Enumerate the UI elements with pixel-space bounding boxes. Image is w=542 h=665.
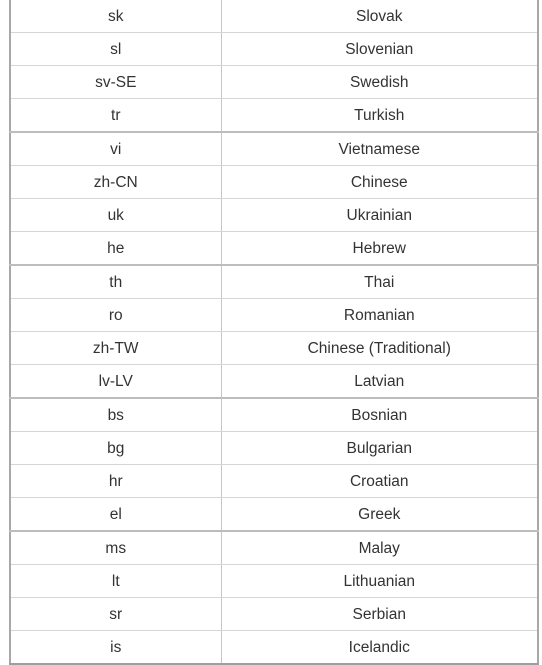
language-name-cell: Serbian	[221, 598, 538, 631]
language-name-cell: Turkish	[221, 99, 538, 133]
language-code-cell: ro	[10, 299, 221, 332]
language-name-cell: Greek	[221, 498, 538, 532]
language-name-cell: Vietnamese	[221, 132, 538, 166]
language-table-body	[10, 0, 538, 664]
language-code-cell: sl	[10, 33, 221, 66]
language-code-cell: el	[10, 498, 221, 532]
language-code-cell: uk	[10, 199, 221, 232]
table-row	[10, 265, 538, 299]
language-code-cell: hr	[10, 465, 221, 498]
language-name-cell: Latvian	[221, 365, 538, 399]
language-code-cell: tr	[10, 99, 221, 133]
language-code-cell: sr	[10, 598, 221, 631]
table-row	[10, 465, 538, 498]
language-code-cell: is	[10, 631, 221, 665]
language-code-cell: zh-CN	[10, 166, 221, 199]
table-row	[10, 565, 538, 598]
table-row	[10, 332, 538, 365]
language-code-cell: bg	[10, 432, 221, 465]
language-code-cell: ms	[10, 531, 221, 565]
language-name-cell: Chinese	[221, 166, 538, 199]
language-name-cell: Malay	[221, 531, 538, 565]
table-row	[10, 232, 538, 266]
table-row	[10, 598, 538, 631]
table-row	[10, 531, 538, 565]
language-name-cell: Slovak	[221, 0, 538, 33]
table-row	[10, 132, 538, 166]
language-name-cell: Swedish	[221, 66, 538, 99]
table-row	[10, 199, 538, 232]
language-name-cell: Thai	[221, 265, 538, 299]
language-code-cell: lt	[10, 565, 221, 598]
language-code-cell: th	[10, 265, 221, 299]
language-name-cell: Romanian	[221, 299, 538, 332]
language-code-cell: he	[10, 232, 221, 266]
language-table-container	[9, 0, 537, 665]
table-row	[10, 398, 538, 432]
language-name-cell: Hebrew	[221, 232, 538, 266]
language-code-cell: lv-LV	[10, 365, 221, 399]
table-row	[10, 166, 538, 199]
language-table	[9, 0, 539, 665]
language-name-cell: Croatian	[221, 465, 538, 498]
language-code-cell: sk	[10, 0, 221, 33]
table-row	[10, 0, 538, 33]
language-name-cell: Bosnian	[221, 398, 538, 432]
language-code-cell: vi	[10, 132, 221, 166]
language-name-cell: Chinese (Traditional)	[221, 332, 538, 365]
language-name-cell: Bulgarian	[221, 432, 538, 465]
language-code-cell: sv-SE	[10, 66, 221, 99]
table-row	[10, 99, 538, 133]
table-row	[10, 33, 538, 66]
language-name-cell: Ukrainian	[221, 199, 538, 232]
table-row	[10, 432, 538, 465]
language-name-cell: Lithuanian	[221, 565, 538, 598]
language-code-cell: zh-TW	[10, 332, 221, 365]
table-row	[10, 631, 538, 665]
language-code-cell: bs	[10, 398, 221, 432]
table-row	[10, 365, 538, 399]
language-name-cell: Slovenian	[221, 33, 538, 66]
language-name-cell: Icelandic	[221, 631, 538, 665]
table-row	[10, 299, 538, 332]
table-row	[10, 498, 538, 532]
table-row	[10, 66, 538, 99]
